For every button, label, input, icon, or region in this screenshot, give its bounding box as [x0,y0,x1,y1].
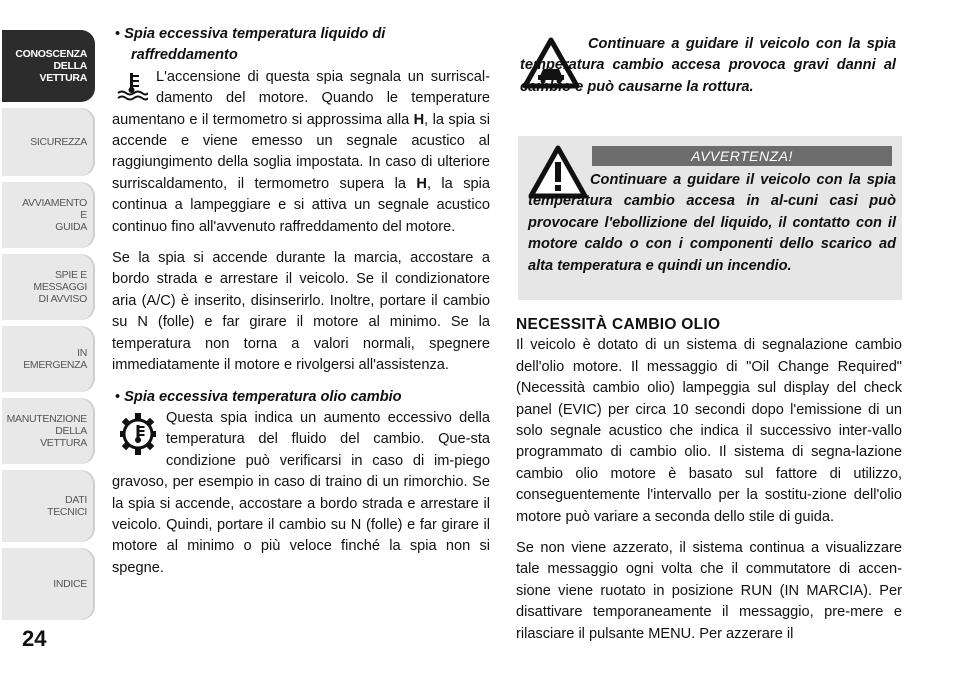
oil-change-section [516,314,902,645]
coolant-temperature-icon [116,71,148,101]
bullet1-heading: • Spia eccessiva temperatura liquido di raffreddamento [115,26,386,64]
tab-avviamento-e-guida[interactable]: AVVIAMENTO E GUIDA [2,182,95,248]
bullet2-heading: • Spia eccessiva temperatura olio cambio [115,388,402,405]
tab-spie-e-messaggi[interactable]: SPIE E MESSAGGI DI AVVISO [2,254,95,320]
bullet1-title: Spia eccessiva temperatura liquido di [124,26,386,42]
page-number: 24 [22,626,47,651]
tab-conoscenza-della-vettura[interactable]: CONOSCENZA DELLA VETTURA [2,30,95,102]
oil-change-paragraph-1: Il veicolo è dotato di un sistema di segnalazione cambio dell'olio motore. Il messaggio di "Oil Change Required" (Necessità cambio olio) lampeggia sul display del check panel (EVIC) per circa 10 secondi dopo l'emissione di un solo segnale acustico che indica il successivo inter-vallo programmato di cambio olio. Il sistema di segna-lazione cambio olio motore è basato sul fattore di utilizzo, conseguentemente l'intervallo per la sostitu-zione dell'olio motore può variare a seconda dello stile di guida. [516,337,902,525]
caution-note: Continuare a guidare il veicolo con la spia temperatura cambio accesa provoca gravi danni al cambio e può causarne la rottura. [520,36,896,95]
tab-manutenzione[interactable]: MANUTENZIONE DELLA VETTURA [2,398,95,464]
chapter-sidebar [0,0,100,678]
bullet2-title: Spia eccessiva temperatura olio cambio [124,388,402,405]
tab-in-emergenza[interactable]: IN EMERGENZA [2,326,95,392]
section-title: NECESSITÀ CAMBIO OLIO [516,316,721,333]
tab-dati-tecnici[interactable]: DATI TECNICI [2,470,95,542]
transmission-temperature-icon [118,412,158,456]
bullet1-paragraph-2: Se la spia si accende durante la marcia, accostare a bordo strada e arrestare il veicolo. Se il condizionatore aria (A/C) è inserito, disinserirlo. Inoltre, portare il cambio su N (folle) e far girare il motore al minimo. Se la temperatura non torna a valori normali, spegnere immediatamente il motore e rivolgersi all'assistenza. [112,250,490,374]
oil-change-paragraph-2: Se non viene azzerato, il sistema continua a visualizzare tale messaggio ogni volta che il commutatore di accen-sione viene ruotato in posizione RUN (IN MARCIA). Per disattivare temporaneamente il messaggio, pre-mere e rilasciare il pulsante MENU. Per azzerare il [516,540,902,642]
warning-text: Continuare a guidare il veicolo con la spia temperatura cambio accesa in al-cuni casi può provocare l'ebollizione del liquido, il contatto con il motore caldo o con i componenti dello scarico ad alta temperatura e quindi un incendio. [528,172,896,274]
warning-header: AVVERTENZA! [592,146,892,166]
left-column [112,24,490,579]
tab-sicurezza[interactable]: SICUREZZA [2,108,95,176]
tab-indice[interactable]: INDICE [2,548,95,620]
bullet1-title-cont: raffreddamento [131,47,238,64]
bullet2-paragraph: Questa spia indica un aumento eccessivo della temperatura del fluido del cambio. Que-sta condizione può verificarsi in caso di im-piego gravoso, per esempio in caso di traino di un rimorchio. Se la spia si accende, accostare a bordo strada e arrestare il veicolo. Quindi, portare il cambio su N (folle) e far girare il motore al minimo o più veloce finché la spia non si spegne. [112,409,490,576]
bullet1-paragraph: L'accensione di questa spia segnala un surriscal-damento del motore. Quando le temperature aumentano e il termometro si approssima alla H, la spia si accende e viene emesso un segnale acustico al raggiungimento della soglia impostata. In caso di ulteriore surriscaldamento, il termometro supera la H, la spia continua a lampeggiare e si attiva un segnale acustico continuo fino all'avvenuto raffreddamento del motore. [112,68,491,235]
